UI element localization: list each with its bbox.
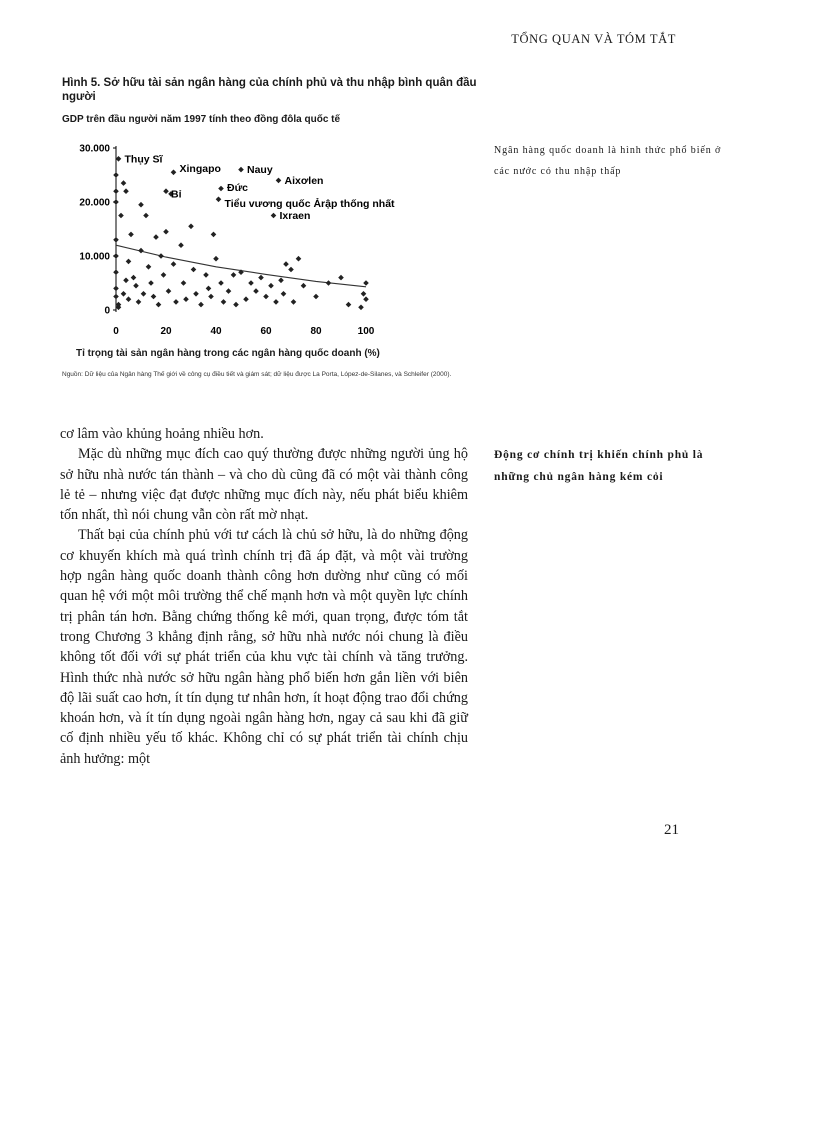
data-point	[113, 172, 119, 178]
data-point	[206, 286, 212, 292]
paragraph-continuation: cơ lâm vào khủng hoảng nhiều hơn.	[60, 426, 264, 442]
labeled-data-point	[276, 178, 282, 184]
data-point	[253, 288, 259, 294]
paragraph: Mặc dù những mục đích cao quý thường được những người ủng hộ sở hữu nhà nước tán thành – và cho dù cũng đã có một vài thành công lẻ tẻ – nhưng việc đạt được những mục đích này, nếu phát biểu khiêm tốn nhất, thì nói chung vẫn còn rất mờ nhạt.	[60, 446, 468, 524]
x-tick-label: 0	[113, 326, 119, 337]
data-point	[213, 256, 219, 262]
labeled-data-point	[271, 213, 277, 219]
paragraph: Thất bại của chính phủ với tư cách là chủ sở hữu, là do những động cơ khuyến khích mà quá trình chính trị đã áp đặt, và một vài trường hợp ngân hàng quốc doanh thành công hơn dường như cũng có mối quan hệ với một môi trường thể chế mạnh hơn và một quyền lực chính trị phân tán hơn. Bằng chứng thống kê mới, quan trọng, được tóm tắt trong Chương 3 khẳng định rằng, sở hữu nhà nước nói chung là điều không tốt đối với sự phát triển của khu vực tài chính và tăng trưởng. Hình thức nhà nước sở hữu ngân hàng phổ biến hơn gắn liền với biên độ lãi suất cao hơn, ít tín dụng tư nhân hơn, ít hoạt động trao đổi chứng khoán hơn, và ít tín dụng ngoài ngân hàng hơn, ngay cả sau khi đã giữ cố định nhiều yếu tố khác. Không chỉ có sự phát triển tài chính chịu ảnh hưởng: một	[60, 527, 468, 767]
point-label: Thụy Sĩ	[124, 153, 163, 166]
data-point	[113, 286, 119, 292]
data-point	[233, 302, 239, 308]
page-number: 21	[664, 822, 679, 838]
data-point	[133, 283, 139, 289]
data-point	[123, 278, 129, 284]
labeled-data-point	[218, 186, 224, 192]
data-point	[301, 283, 307, 289]
data-point	[361, 291, 367, 297]
figure	[62, 76, 482, 378]
labeled-data-point	[238, 167, 244, 173]
point-label: Tiểu vương quốc Ảrập thống nhất	[224, 197, 395, 210]
data-points	[113, 156, 369, 310]
data-point	[141, 291, 147, 297]
data-point	[358, 305, 364, 311]
labeled-data-point	[171, 170, 177, 176]
point-label: Nauy	[247, 164, 273, 177]
margin-note-political-motives: Động cơ chính trị khiến chính phủ là những chủ ngân hàng kém cỏi	[494, 449, 704, 483]
data-point	[248, 280, 254, 286]
data-point	[283, 261, 289, 267]
data-point	[163, 229, 169, 235]
data-point	[121, 291, 127, 297]
data-point	[183, 296, 189, 302]
data-point	[193, 291, 199, 297]
data-point	[243, 296, 249, 302]
data-point	[326, 280, 332, 286]
data-point	[281, 291, 287, 297]
data-point	[126, 259, 132, 265]
data-point	[161, 272, 167, 278]
data-point	[296, 256, 302, 262]
data-point	[126, 296, 132, 302]
y-tick-label: 0	[104, 305, 110, 317]
data-point	[288, 267, 294, 273]
x-axis-title: Tỉ trọng tài sản ngân hàng trong các ngân hàng quốc doanh (%)	[76, 348, 380, 359]
data-point	[138, 248, 144, 254]
data-point	[208, 294, 214, 300]
data-point	[198, 302, 204, 308]
data-point	[263, 294, 269, 300]
data-point	[113, 188, 119, 194]
margin-note-state-banks: Ngân hàng quốc doanh là hình thức phổ biến ở các nước có thu nhập thấp	[494, 145, 722, 177]
point-label: Bỉ	[171, 188, 182, 201]
data-point	[118, 213, 124, 219]
scatter-chart	[62, 140, 482, 350]
data-point	[113, 237, 119, 243]
data-point	[113, 199, 119, 205]
y-tick-label: 10.000	[79, 251, 110, 263]
data-point	[151, 294, 157, 300]
x-tick-label: 60	[260, 326, 272, 337]
data-point	[226, 288, 232, 294]
data-point	[231, 272, 237, 278]
figure-title: Hình 5. Sở hữu tài sản ngân hàng của chính phủ và thu nhập bình quân đầu người	[62, 77, 477, 103]
chart-axes	[79, 144, 374, 338]
labeled-data-point	[216, 197, 222, 203]
data-point	[273, 299, 279, 305]
data-point	[211, 232, 217, 238]
data-point	[258, 275, 264, 281]
y-axis-title: GDP trên đầu người năm 1997 tính theo đồng đôla quốc tế	[62, 114, 341, 125]
x-tick-label: 100	[357, 326, 375, 337]
data-point	[123, 188, 129, 194]
data-point	[113, 269, 119, 275]
data-point	[346, 302, 352, 308]
labeled-data-point	[116, 156, 122, 162]
x-tick-label: 80	[310, 326, 322, 337]
point-label: Aixơlen	[284, 174, 324, 187]
data-point	[136, 299, 142, 305]
data-point	[268, 283, 274, 289]
data-point	[291, 299, 297, 305]
point-label: Đức	[227, 182, 249, 194]
data-point	[171, 261, 177, 267]
x-tick-label: 20	[160, 326, 172, 337]
data-point	[188, 224, 194, 230]
figure-source: Nguồn: Dữ liệu của Ngân hàng Thế giới về công cụ điều tiết và giám sát; dữ liệu được La Porta, López-de-Silanes, và Schleifer (2000).	[62, 371, 452, 378]
data-point	[338, 275, 344, 281]
data-point	[363, 280, 369, 286]
data-point	[113, 294, 119, 300]
x-tick-label: 40	[210, 326, 222, 337]
data-point	[178, 242, 184, 248]
data-point	[191, 267, 197, 273]
point-labels	[125, 153, 396, 222]
data-point	[146, 264, 152, 270]
y-tick-label: 20.000	[79, 197, 110, 209]
data-point	[131, 275, 137, 281]
data-point	[158, 253, 164, 259]
data-point	[278, 278, 284, 284]
data-point	[181, 280, 187, 286]
data-point	[313, 294, 319, 300]
data-point	[156, 302, 162, 308]
point-label: Xingapo	[179, 162, 221, 175]
data-point	[221, 299, 227, 305]
data-point	[166, 288, 172, 294]
point-label: Ixraen	[279, 210, 311, 222]
labeled-data-point	[163, 188, 169, 194]
data-point	[121, 180, 127, 186]
data-point	[138, 202, 144, 208]
y-tick-label: 30.000	[79, 143, 110, 155]
data-point	[363, 296, 369, 302]
body-text	[60, 424, 468, 769]
data-point	[113, 253, 119, 259]
data-point	[148, 280, 154, 286]
data-point	[173, 299, 179, 305]
data-point	[218, 280, 224, 286]
data-point	[128, 232, 134, 238]
data-point	[203, 272, 209, 278]
data-point	[143, 213, 149, 219]
running-head: TỔNG QUAN VÀ TÓM TẮT	[511, 32, 676, 46]
data-point	[153, 234, 159, 240]
